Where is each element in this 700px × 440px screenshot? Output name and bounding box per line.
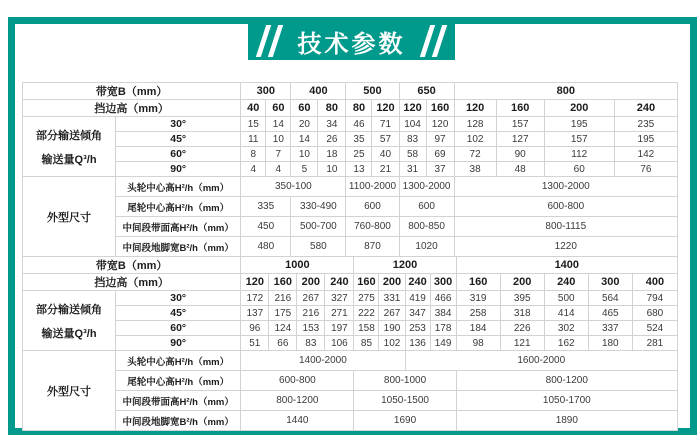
capacity-value: 327 [325,291,354,306]
dim-row-label: 头轮中心高H²/h（mm） [116,351,241,371]
edge-height-value: 160 [496,100,544,117]
dim-value: 600 [346,197,399,217]
capacity-value: 195 [614,132,677,147]
bandwidth-group-value: 1000 [241,257,354,274]
capacity-value: 153 [297,321,325,336]
capacity-value: 10 [318,162,346,177]
edge-height-value: 240 [614,100,677,117]
capacity-value: 25 [346,147,372,162]
capacity-value: 337 [588,321,632,336]
edge-height-value: 160 [456,274,500,291]
dim-value: 800-850 [399,217,454,237]
capacity-value: 318 [500,306,544,321]
capacity-value: 178 [430,321,456,336]
angle-group-line1: 部分输送倾角 [36,129,103,142]
capacity-value: 112 [544,147,614,162]
title-banner [248,22,455,60]
capacity-value: 258 [456,306,500,321]
edge-height-value: 240 [405,274,430,291]
dim-value: 1300-2000 [454,177,677,197]
capacity-value: 222 [354,306,379,321]
capacity-value: 180 [588,336,632,351]
dim-value: 1440 [241,411,354,431]
capacity-value: 37 [426,162,454,177]
capacity-value: 90 [496,147,544,162]
dim-value: 1690 [354,411,456,431]
angle-group-label [23,117,116,177]
edge-height-value: 200 [297,274,325,291]
dim-value: 1050-1700 [456,391,677,411]
capacity-value: 38 [454,162,496,177]
edge-height-value: 200 [500,274,544,291]
capacity-value: 281 [632,336,677,351]
dim-value: 800-1200 [456,371,677,391]
capacity-value: 465 [588,306,632,321]
banner-slash-icon [268,25,283,57]
edge-height-value: 400 [632,274,677,291]
edge-height-value: 40 [241,100,266,117]
dims-group-label: 外型尺寸 [23,177,116,257]
dim-value: 800-1000 [354,371,456,391]
dim-value: 1300-2000 [399,177,454,197]
capacity-value: 10 [266,132,291,147]
edge-height-value: 120 [372,100,399,117]
capacity-value: 7 [266,147,291,162]
capacity-value: 83 [399,132,426,147]
bandwidth-group-value: 1200 [354,257,456,274]
edge-height-value: 120 [454,100,496,117]
capacity-value: 71 [372,117,399,132]
capacity-value: 500 [544,291,588,306]
capacity-value: 197 [325,321,354,336]
dim-value: 600-800 [241,371,354,391]
capacity-value: 76 [614,162,677,177]
dim-value: 330-490 [291,197,346,217]
dim-value: 600-800 [454,197,677,217]
edge-height-value: 160 [354,274,379,291]
capacity-value: 414 [544,306,588,321]
dims-group-label: 外型尺寸 [23,351,116,431]
edge-height-value: 300 [430,274,456,291]
bandwidth-group-value: 800 [454,83,677,100]
dim-row-label: 尾轮中心高H²/h（mm） [116,371,241,391]
capacity-value: 794 [632,291,677,306]
dim-value: 335 [241,197,291,217]
capacity-value: 216 [297,306,325,321]
dim-row-label: 尾轮中心高H²/h（mm） [116,197,241,217]
spec-table [22,82,678,431]
edge-height-value: 120 [241,274,269,291]
capacity-value: 172 [241,291,269,306]
capacity-value: 46 [346,117,372,132]
capacity-value: 98 [456,336,500,351]
angle-label: 30° [116,291,241,306]
capacity-value: 34 [318,117,346,132]
capacity-value: 137 [241,306,269,321]
bandwidth-group-value: 400 [291,83,346,100]
bandwidth-row-label: 带宽B（mm） [23,83,241,100]
edge-height-value: 160 [269,274,297,291]
angle-label: 45° [116,306,241,321]
edge-height-value: 120 [399,100,426,117]
capacity-value: 69 [426,147,454,162]
banner-slash-icon [432,25,447,57]
capacity-value: 157 [496,117,544,132]
capacity-value: 319 [456,291,500,306]
dim-value: 800-1115 [454,217,677,237]
dim-row-label: 中间段地脚宽B²/h（mm） [116,237,241,257]
capacity-value: 5 [291,162,318,177]
capacity-value: 136 [405,336,430,351]
dim-value: 350-100 [241,177,346,197]
angle-label: 30° [116,117,241,132]
dim-value: 800-1200 [241,391,354,411]
dim-row-label: 中间段带面高H²/h（mm） [116,217,241,237]
dim-value: 580 [291,237,346,257]
edge-height-value: 300 [588,274,632,291]
capacity-value: 21 [372,162,399,177]
edge-height-value: 240 [544,274,588,291]
angle-label: 45° [116,132,241,147]
capacity-value: 267 [297,291,325,306]
capacity-value: 57 [372,132,399,147]
capacity-value: 48 [496,162,544,177]
capacity-value: 162 [544,336,588,351]
capacity-value: 14 [266,117,291,132]
angle-label: 90° [116,162,241,177]
capacity-value: 20 [291,117,318,132]
capacity-value: 96 [241,321,269,336]
capacity-value: 149 [430,336,456,351]
capacity-value: 384 [430,306,456,321]
angle-group-label [23,291,116,351]
capacity-value: 10 [291,147,318,162]
dim-value: 1050-1500 [354,391,456,411]
bandwidth-group-value: 500 [346,83,399,100]
capacity-value: 235 [614,117,677,132]
capacity-value: 60 [544,162,614,177]
capacity-value: 35 [346,132,372,147]
edge-height-value: 200 [379,274,405,291]
capacity-value: 128 [454,117,496,132]
capacity-value: 15 [241,117,266,132]
capacity-value: 680 [632,306,677,321]
capacity-value: 121 [500,336,544,351]
capacity-value: 564 [588,291,632,306]
capacity-value: 184 [456,321,500,336]
dim-value: 480 [241,237,291,257]
bandwidth-group-value: 300 [241,83,291,100]
capacity-value: 419 [405,291,430,306]
angle-label: 60° [116,321,241,336]
dim-row-label: 中间段地脚宽B²/h（mm） [116,411,241,431]
capacity-value: 331 [379,291,405,306]
bandwidth-group-value: 650 [399,83,454,100]
page-title: 技术参数 [297,30,406,58]
edge-height-value: 80 [346,100,372,117]
dim-value: 1890 [456,411,677,431]
capacity-value: 302 [544,321,588,336]
capacity-value: 190 [379,321,405,336]
capacity-value: 18 [318,147,346,162]
capacity-value: 14 [291,132,318,147]
capacity-value: 58 [399,147,426,162]
capacity-value: 104 [399,117,426,132]
capacity-value: 195 [544,117,614,132]
capacity-value: 124 [269,321,297,336]
spec-table-upper [22,82,678,257]
capacity-value: 271 [325,306,354,321]
bandwidth-group-value: 1400 [456,257,677,274]
angle-group-line1: 部分输送倾角 [36,303,103,316]
dim-value: 760-800 [346,217,399,237]
capacity-value: 102 [454,132,496,147]
dim-value: 1220 [454,237,677,257]
capacity-value: 267 [379,306,405,321]
dim-row-label: 中间段带面高H²/h（mm） [116,391,241,411]
edge-height-value: 80 [318,100,346,117]
capacity-value: 40 [372,147,399,162]
dim-value: 1400-2000 [241,351,405,371]
dim-value: 1600-2000 [405,351,677,371]
dim-value: 450 [241,217,291,237]
dim-row-label: 头轮中心高H²/h（mm） [116,177,241,197]
edge-height-value: 60 [266,100,291,117]
capacity-value: 11 [241,132,266,147]
capacity-value: 31 [399,162,426,177]
capacity-value: 51 [241,336,269,351]
capacity-value: 4 [241,162,266,177]
capacity-value: 26 [318,132,346,147]
capacity-value: 106 [325,336,354,351]
edge-height-row-label: 挡边高（mm） [23,274,241,291]
edge-height-row-label: 挡边高（mm） [23,100,241,117]
angle-group-line2: 输送量Q³/h [41,327,97,340]
capacity-value: 102 [379,336,405,351]
edge-height-value: 240 [325,274,354,291]
capacity-value: 216 [269,291,297,306]
capacity-value: 275 [354,291,379,306]
capacity-value: 8 [241,147,266,162]
capacity-value: 72 [454,147,496,162]
spec-table-lower [22,256,678,431]
angle-group-line2: 输送量Q³/h [41,153,97,166]
dim-value: 870 [346,237,399,257]
dim-value: 600 [399,197,454,217]
bandwidth-row-label: 带宽B（mm） [23,257,241,274]
capacity-value: 157 [544,132,614,147]
angle-label: 60° [116,147,241,162]
capacity-value: 83 [297,336,325,351]
capacity-value: 347 [405,306,430,321]
capacity-value: 85 [354,336,379,351]
capacity-value: 226 [500,321,544,336]
capacity-value: 120 [426,117,454,132]
capacity-value: 466 [430,291,456,306]
capacity-value: 395 [500,291,544,306]
capacity-value: 4 [266,162,291,177]
dim-value: 1020 [399,237,454,257]
edge-height-value: 160 [426,100,454,117]
edge-height-value: 200 [544,100,614,117]
capacity-value: 524 [632,321,677,336]
capacity-value: 158 [354,321,379,336]
dim-value: 500-700 [291,217,346,237]
dim-value: 1100-2000 [346,177,399,197]
capacity-value: 253 [405,321,430,336]
capacity-value: 127 [496,132,544,147]
capacity-value: 175 [269,306,297,321]
angle-label: 90° [116,336,241,351]
capacity-value: 142 [614,147,677,162]
capacity-value: 66 [269,336,297,351]
edge-height-value: 60 [291,100,318,117]
capacity-value: 97 [426,132,454,147]
capacity-value: 13 [346,162,372,177]
